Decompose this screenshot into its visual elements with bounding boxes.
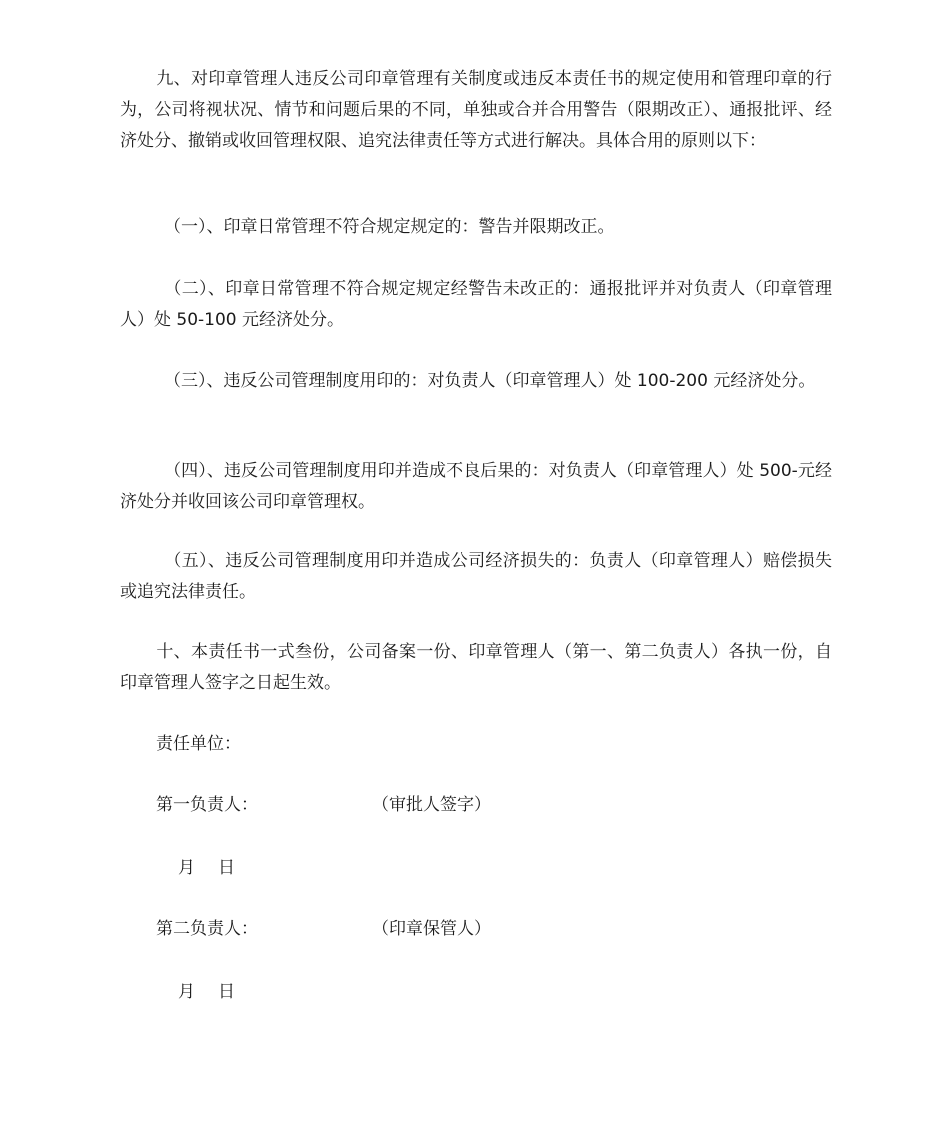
paragraph-item-5 [120,546,832,608]
date-month-1: 月 [178,858,195,878]
paragraph-item-3 [120,366,832,397]
date-day-2: 日 [218,982,235,1002]
paragraph-nine-text: 九、对印章管理人违反公司印章管理有关制度或违反本责任书的规定使用和管理印章的行为，公司将视状况、情节和问题后果的不同，单独或合并合用警告（限期改正）、通报批评、经济处分、撤销或收回管理权限、追究法律责任等方式进行解决。具体合用的原则以下： [120,69,832,151]
paragraph-item-3-text: （三）、违反公司管理制度用印的：对负责人（印章管理人）处 100-200 元经济处分。 [164,371,816,391]
paragraph-item-2-text: （二）、印章日常管理不符合规定规定经警告未改正的：通报批评并对负责人（印章管理人）处 50-100 元经济处分。 [120,279,832,330]
paragraph-item-1 [120,212,832,243]
paragraph-item-2 [120,274,832,336]
paragraph-item-4-text: （四）、违反公司管理制度用印并造成不良后果的：对负责人（印章管理人）处 500-元经济处分并收回该公司印章管理权。 [120,461,832,512]
first-responsible-label: 第一负责人： [156,795,258,815]
paragraph-ten [120,637,832,699]
paragraph-item-4 [120,456,832,518]
paragraph-item-1-text: （一）、印章日常管理不符合规定规定的：警告并限期改正。 [164,217,615,237]
second-responsible-note: （印章保管人） [372,919,491,939]
responsible-unit-label: 责任单位： [156,734,241,754]
first-responsible-note: （审批人签字） [372,795,491,815]
paragraph-nine [120,64,832,157]
paragraph-item-5-text: （五）、违反公司管理制度用印并造成公司经济损失的：负责人（印章管理人）赔偿损失或追究法律责任。 [120,551,832,602]
second-responsible-label: 第二负责人： [156,919,258,939]
paragraph-ten-text: 十、本责任书一式叁份，公司备案一份、印章管理人（第一、第二负责人）各执一份，自印章管理人签字之日起生效。 [120,642,832,693]
date-day-1: 日 [218,858,235,878]
date-month-2: 月 [178,982,195,1002]
